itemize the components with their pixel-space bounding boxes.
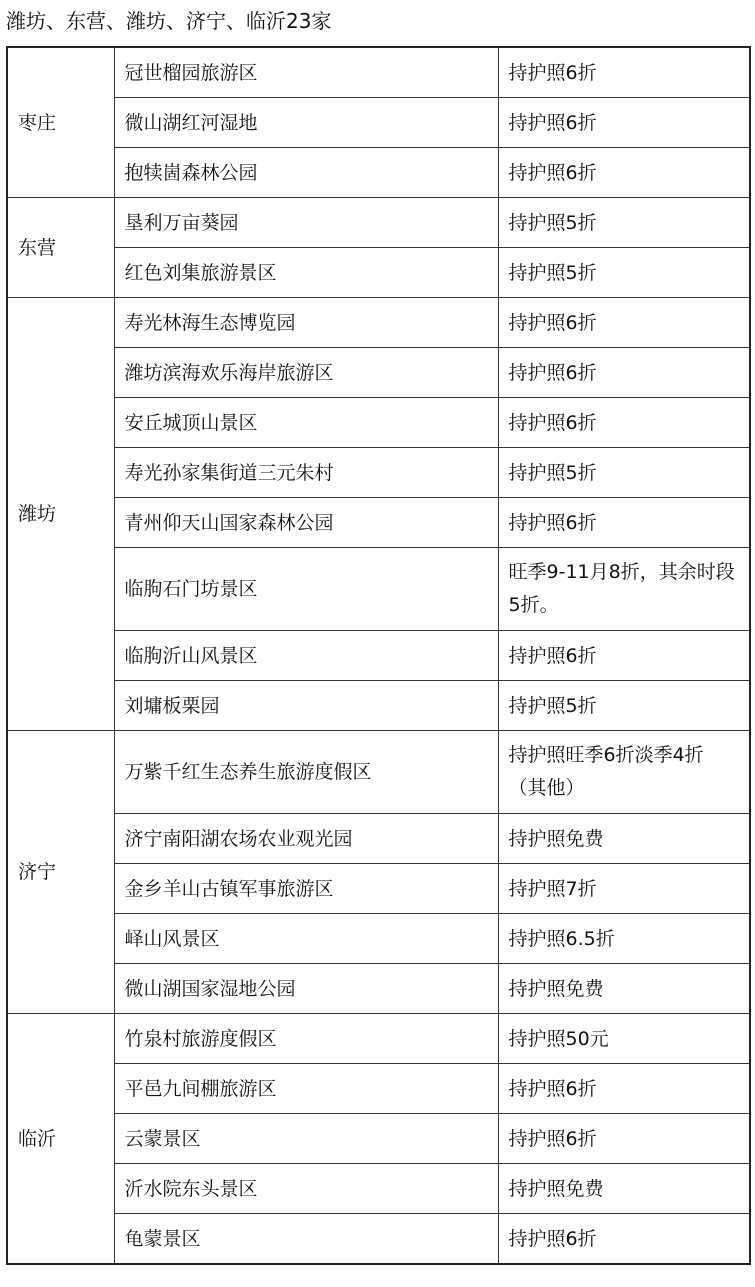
discount-cell: 旺季9-11月8折，其余时段5折。 xyxy=(498,548,750,631)
city-cell: 枣庄 xyxy=(7,47,114,198)
discount-cell: 持护照5折 xyxy=(498,248,750,298)
scenic-area-cell: 济宁南阳湖农场农业观光园 xyxy=(114,814,498,864)
scenic-area-cell: 抱犊崮森林公园 xyxy=(114,148,498,198)
table-row xyxy=(7,398,750,448)
scenic-area-cell: 平邑九间棚旅游区 xyxy=(114,1064,498,1114)
scenic-area-cell: 微山湖红河湿地 xyxy=(114,98,498,148)
discount-table xyxy=(6,46,751,1265)
scenic-area-cell: 寿光孙家集街道三元朱村 xyxy=(114,448,498,498)
table-row xyxy=(7,1064,750,1114)
discount-cell: 持护照6折 xyxy=(498,148,750,198)
table-row xyxy=(7,248,750,298)
discount-cell: 持护照50元 xyxy=(498,1014,750,1064)
scenic-area-cell: 龟蒙景区 xyxy=(114,1214,498,1265)
discount-cell: 持护照免费 xyxy=(498,1164,750,1214)
table-row xyxy=(7,814,750,864)
table-row xyxy=(7,448,750,498)
discount-cell: 持护照6.5折 xyxy=(498,914,750,964)
table-row xyxy=(7,914,750,964)
discount-cell: 持护照5折 xyxy=(498,198,750,248)
discount-cell: 持护照6折 xyxy=(498,1064,750,1114)
table-row xyxy=(7,348,750,398)
document-title: 潍坊、东营、潍坊、济宁、临沂23家 xyxy=(6,9,332,33)
table-row xyxy=(7,148,750,198)
city-cell: 临沂 xyxy=(7,1014,114,1265)
scenic-area-cell: 云蒙景区 xyxy=(114,1114,498,1164)
table-row xyxy=(7,964,750,1014)
scenic-area-cell: 冠世榴园旅游区 xyxy=(114,47,498,98)
scenic-area-cell: 红色刘集旅游景区 xyxy=(114,248,498,298)
discount-cell: 持护照6折 xyxy=(498,47,750,98)
scenic-area-cell: 青州仰天山国家森林公园 xyxy=(114,498,498,548)
city-cell: 潍坊 xyxy=(7,298,114,731)
table-row xyxy=(7,864,750,914)
scenic-area-cell: 安丘城顶山景区 xyxy=(114,398,498,448)
scenic-area-cell: 竹泉村旅游度假区 xyxy=(114,1014,498,1064)
scenic-area-cell: 刘墉板栗园 xyxy=(114,681,498,731)
table-row xyxy=(7,631,750,681)
city-cell: 济宁 xyxy=(7,731,114,1014)
city-cell: 东营 xyxy=(7,198,114,298)
discount-cell: 持护照免费 xyxy=(498,964,750,1014)
discount-cell: 持护照免费 xyxy=(498,814,750,864)
discount-cell: 持护照6折 xyxy=(498,398,750,448)
table-row xyxy=(7,498,750,548)
scenic-area-cell: 寿光林海生态博览园 xyxy=(114,298,498,348)
table-row xyxy=(7,298,750,348)
scenic-area-cell: 临朐沂山风景区 xyxy=(114,631,498,681)
scenic-area-cell: 垦利万亩葵园 xyxy=(114,198,498,248)
table-row xyxy=(7,1164,750,1214)
scenic-area-cell: 峄山风景区 xyxy=(114,914,498,964)
discount-cell: 持护照6折 xyxy=(498,631,750,681)
scenic-area-cell: 潍坊滨海欢乐海岸旅游区 xyxy=(114,348,498,398)
table-row xyxy=(7,98,750,148)
scenic-area-cell: 沂水院东头景区 xyxy=(114,1164,498,1214)
table-row xyxy=(7,1014,750,1064)
discount-cell: 持护照7折 xyxy=(498,864,750,914)
scenic-area-cell: 临朐石门坊景区 xyxy=(114,548,498,631)
table-body xyxy=(7,47,750,1264)
table-row xyxy=(7,1214,750,1265)
table-row xyxy=(7,1114,750,1164)
discount-cell: 持护照6折 xyxy=(498,498,750,548)
table-row xyxy=(7,681,750,731)
discount-cell: 持护照6折 xyxy=(498,1114,750,1164)
discount-cell: 持护照5折 xyxy=(498,681,750,731)
scenic-area-cell: 万紫千红生态养生旅游度假区 xyxy=(114,731,498,814)
table-row xyxy=(7,548,750,631)
table-row xyxy=(7,198,750,248)
discount-cell: 持护照5折 xyxy=(498,448,750,498)
scenic-area-cell: 金乡羊山古镇军事旅游区 xyxy=(114,864,498,914)
discount-cell: 持护照旺季6折淡季4折（其他） xyxy=(498,731,750,814)
discount-cell: 持护照6折 xyxy=(498,98,750,148)
discount-cell: 持护照6折 xyxy=(498,348,750,398)
table-row xyxy=(7,731,750,814)
discount-cell: 持护照6折 xyxy=(498,1214,750,1265)
table-row xyxy=(7,47,750,98)
scenic-area-cell: 微山湖国家湿地公园 xyxy=(114,964,498,1014)
discount-cell: 持护照6折 xyxy=(498,298,750,348)
